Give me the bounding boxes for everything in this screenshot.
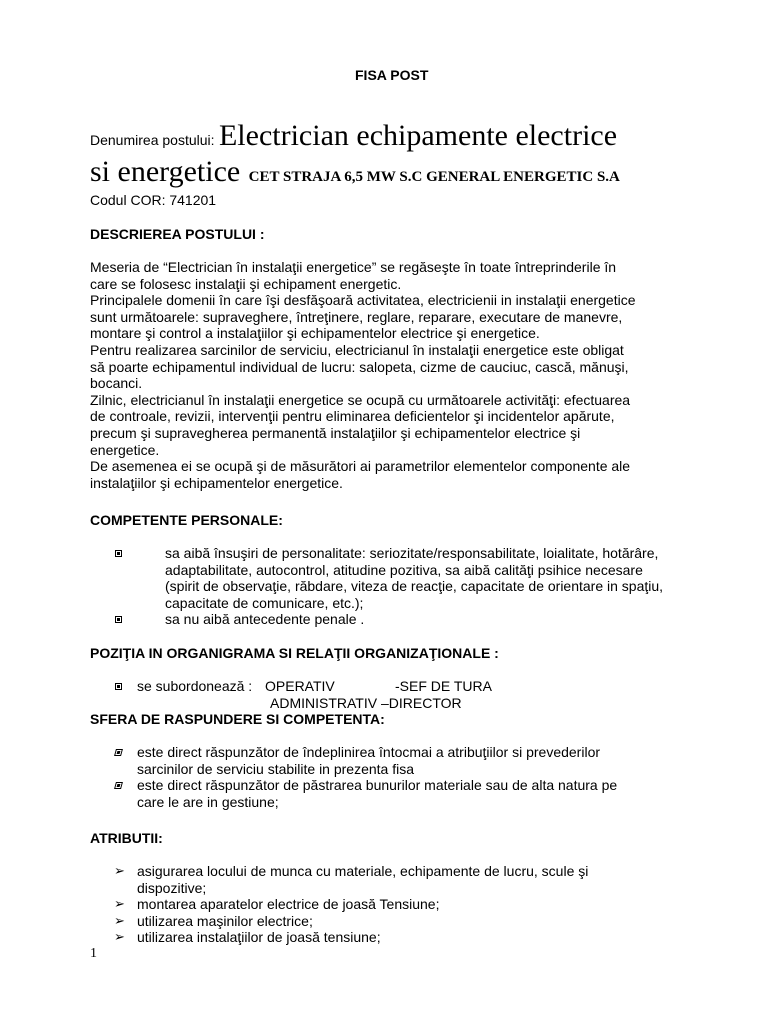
arrow-bullet-icon: ➢ — [114, 896, 125, 912]
arrow-bullet-icon: ➢ — [114, 929, 125, 945]
section-heading-pozitia: POZIŢIA IN ORGANIGRAMA SI RELAŢII ORGANIZAŢIONALE : — [90, 645, 499, 661]
description-line: să poarte echipamentul individual de lucru: salopeta, cizme de cauciuc, cască, mănuşi, — [90, 358, 629, 375]
cor-code: Codul COR: 741201 — [90, 192, 217, 208]
administrativ-director: ADMINISTRATIV –DIRECTOR — [270, 695, 462, 711]
competente-list — [0, 545, 768, 628]
description-line: Meseria de “Electrician în instalaţii energetice” se regăseşte în toate întreprinderile în — [90, 259, 617, 275]
sfera-list — [0, 744, 768, 810]
pozitia-item — [0, 678, 768, 712]
section-heading-atributii: ATRIBUTII: — [90, 830, 163, 846]
job-title-line-2 — [90, 154, 620, 190]
description-line: Zilnic, electricianul în instalaţii energetice se ocupă cu următoarele activităţi: efectuarea — [90, 391, 631, 408]
description-line: De asemenea ei se ocupă şi de măsurători ai parametrilor elementelor componente ale — [90, 458, 631, 475]
description-line: precum şi supravegherea permanentă instalaţiilor şi echipamentelor electrice şi — [90, 424, 581, 441]
list-item: sa nu aibă antecedente penale . — [0, 611, 768, 628]
square-bullet-icon — [115, 616, 122, 623]
list-item: este direct răspunzător de îndeplinirea întocmai a atribuţiilor si prevederilor sarcinilor de serviciu stabilite in prezenta fisa — [0, 744, 768, 777]
subordinate-label: se subordonează : — [137, 678, 253, 694]
description-line: Principalele domenii în care îşi desfăşoară activitatea, electricienii in instalaţii energetice — [90, 292, 636, 309]
list-item: ➢ montarea aparatelor electrice de joasă Tensiune; — [114, 896, 440, 913]
description-paragraph — [90, 259, 690, 491]
list-item: ➢ utilizarea maşinilor electrice; — [114, 912, 313, 929]
square-bullet-icon — [114, 782, 123, 789]
employer-name: CET STRAJA 6,5 MW S.C GENERAL ENERGETIC S.A — [248, 169, 620, 185]
job-title-line-1 — [90, 118, 617, 154]
description-line: energetice. — [90, 441, 160, 458]
job-title-continued: si energetice — [90, 155, 241, 188]
description-line: de controale, revizii, intervenţii pentru eliminarea deficientelor şi incidentelor apărute, — [90, 408, 615, 425]
description-line: montare şi control a instalaţiilor şi echipamentelor electrice şi energetice. — [90, 325, 540, 342]
section-heading-sfera: SFERA DE RASPUNDERE SI COMPETENTA: — [90, 711, 385, 727]
job-title: Electrician echipamente electrice — [218, 119, 618, 152]
list-item: este direct răspunzător de păstrarea bunurilor materiale sau de alta natura pe care le are in gestiune; — [0, 777, 768, 810]
arrow-bullet-icon: ➢ — [114, 863, 125, 878]
page-number: 1 — [90, 946, 97, 961]
list-item: ➢ utilizarea instalaţiilor de joasă tensiune; — [114, 929, 381, 946]
description-line: Pentru realizarea sarcinilor de serviciu, electricianul în instalaţii energetice este obligat — [90, 341, 624, 358]
description-line: care se folosesc instalaţii şi echipament energetic. — [90, 275, 402, 292]
page-title: FISA POST — [355, 67, 429, 83]
list-item: sa aibă însuşiri de personalitate: seriozitate/responsabilitate, loialitate, hotărâre, adaptabilitate, autocontrol, atitudine pozitiva, sa aibă calităţi psihice necesare (spirit de observaţie, răbdare, viteza de reacţie, capacitate de orientare in spaţiu, capacitate de comunicare, etc.); — [0, 545, 768, 611]
arrow-bullet-icon: ➢ — [114, 912, 125, 928]
description-line: bocanci. — [90, 375, 143, 392]
list-item: ➢ asigurarea locului de munca cu materiale, echipamente de lucru, scule şi dispozitive; — [114, 863, 589, 896]
operativ-label: OPERATIV — [265, 678, 335, 694]
description-line: instalaţiilor şi echipamentelor energetice. — [90, 474, 343, 491]
square-bullet-icon — [115, 683, 122, 690]
job-label: Denumirea postului: — [90, 132, 215, 148]
atributii-list — [0, 863, 768, 946]
description-line: sunt următoarele: supraveghere, întreţinere, reglare, reparare, executare de manevre, — [90, 308, 623, 325]
section-heading-competente: COMPETENTE PERSONALE: — [90, 512, 283, 528]
section-heading-description: DESCRIEREA POSTULUI : — [90, 226, 265, 242]
square-bullet-icon — [114, 749, 123, 756]
sef-de-tura: -SEF DE TURA — [395, 678, 492, 694]
square-bullet-icon — [115, 550, 122, 557]
